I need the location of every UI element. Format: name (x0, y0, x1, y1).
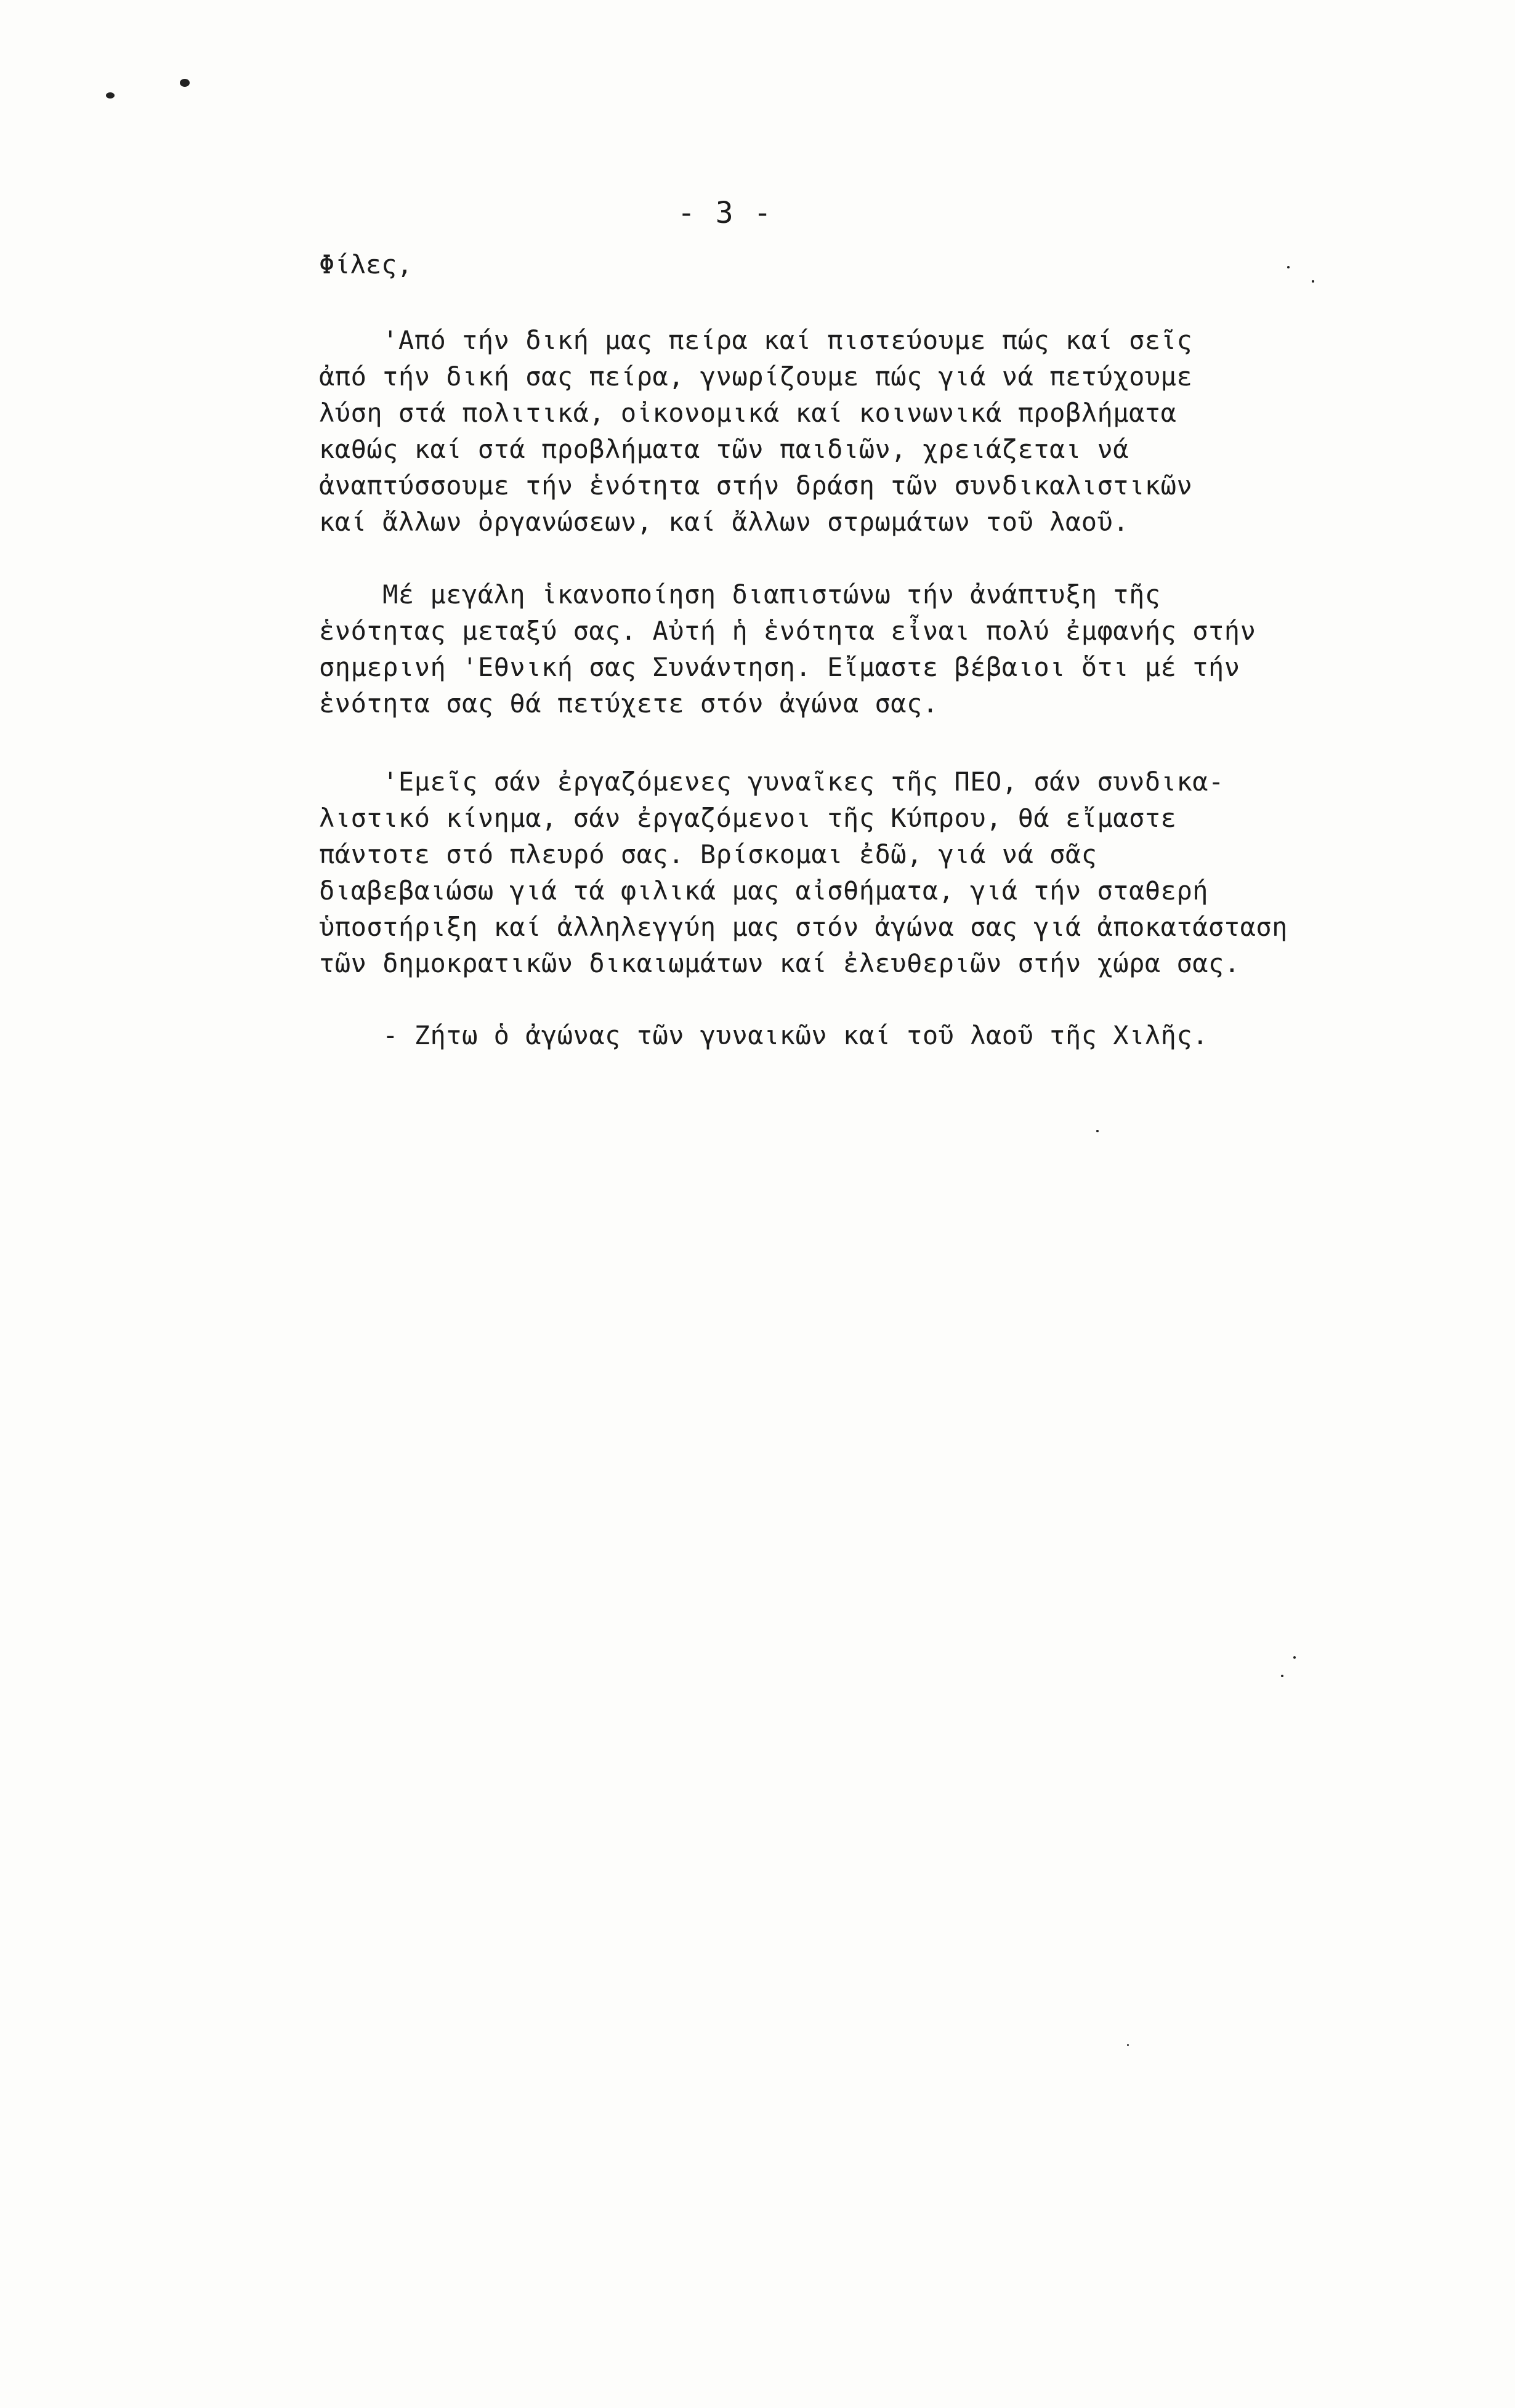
ink-speck (180, 79, 190, 87)
ink-speck (1281, 1675, 1283, 1677)
text-line: Μέ μεγάλη ἱκανοποίηση διαπιστώνω τήν ἀνάπτυξη τῆς (319, 579, 1161, 610)
paragraph (319, 576, 1446, 722)
text-line: ὑποστήριξη καί ἀλληλεγγύη μας στόν ἀγώνα σας γιά ἀποκατάσταση (319, 912, 1288, 942)
paragraph (319, 763, 1446, 981)
text-line: ἑνότητας μεταξύ σας. Αὐτή ἡ ἑνότητα εἶναι πολύ ἐμφανής στήν (319, 616, 1256, 646)
ink-speck (1096, 1130, 1099, 1132)
text-line: - Ζήτω ὁ ἀγώνας τῶν γυναικῶν καί τοῦ λαοῦ τῆς Χιλῆς. (319, 1020, 1209, 1050)
ink-speck (106, 92, 115, 99)
text-line: καί ἄλλων ὀργανώσεων, καί ἄλλων στρωμάτων τοῦ λαοῦ. (319, 507, 1129, 537)
page-number: - 3 - (677, 196, 773, 230)
text-line: σημερινή 'Εθνική σας Συνάντηση. Εἴμαστε βέβαιοι ὅτι μέ τήν (319, 652, 1240, 682)
paragraph (319, 1017, 1446, 1053)
text-line: ἑνότητα σας θά πετύχετε στόν ἀγώνα σας. (319, 688, 939, 719)
text-line: πάντοτε στό πλευρό σας. Βρίσκομαι ἐδῶ, γιά νά σᾶς (319, 839, 1097, 869)
text-line: 'Εμεῖς σάν ἐργαζόμενες γυναῖκες τῆς ΠΕΟ, σάν συνδικα- (319, 767, 1224, 797)
salutation: Φίλες, (319, 249, 413, 280)
ink-speck (1287, 266, 1290, 268)
paragraph (319, 322, 1446, 540)
text-line: 'Από τήν δική μας πείρα καί πιστεύουμε πώς καί σεῖς (319, 325, 1193, 355)
ink-speck (1127, 2044, 1129, 2046)
text-line: λιστικό κίνημα, σάν ἐργαζόμενοι τῆς Κύπρου, θά εἴμαστε (319, 803, 1177, 833)
text-line: καθώς καί στά προβλήματα τῶν παιδιῶν, χρειάζεται νά (319, 434, 1129, 464)
text-line: ἀναπτύσσουμε τήν ἑνότητα στήν δράση τῶν συνδικαλιστικῶν (319, 470, 1193, 501)
ink-speck (1312, 280, 1314, 283)
text-line: διαβεβαιώσω γιά τά φιλικά μας αἰσθήματα, γιά τήν σταθερή (319, 876, 1209, 906)
text-line: τῶν δημοκρατικῶν δικαιωμάτων καί ἐλευθεριῶν στήν χώρα σας. (319, 948, 1240, 978)
ink-speck (1293, 1656, 1296, 1659)
text-line: ἀπό τήν δική σας πείρα, γνωρίζουμε πώς γιά νά πετύχουμε (319, 361, 1193, 392)
text-line: λύση στά πολιτικά, οἰκονομικά καί κοινωνικά προβλήματα (319, 398, 1177, 428)
